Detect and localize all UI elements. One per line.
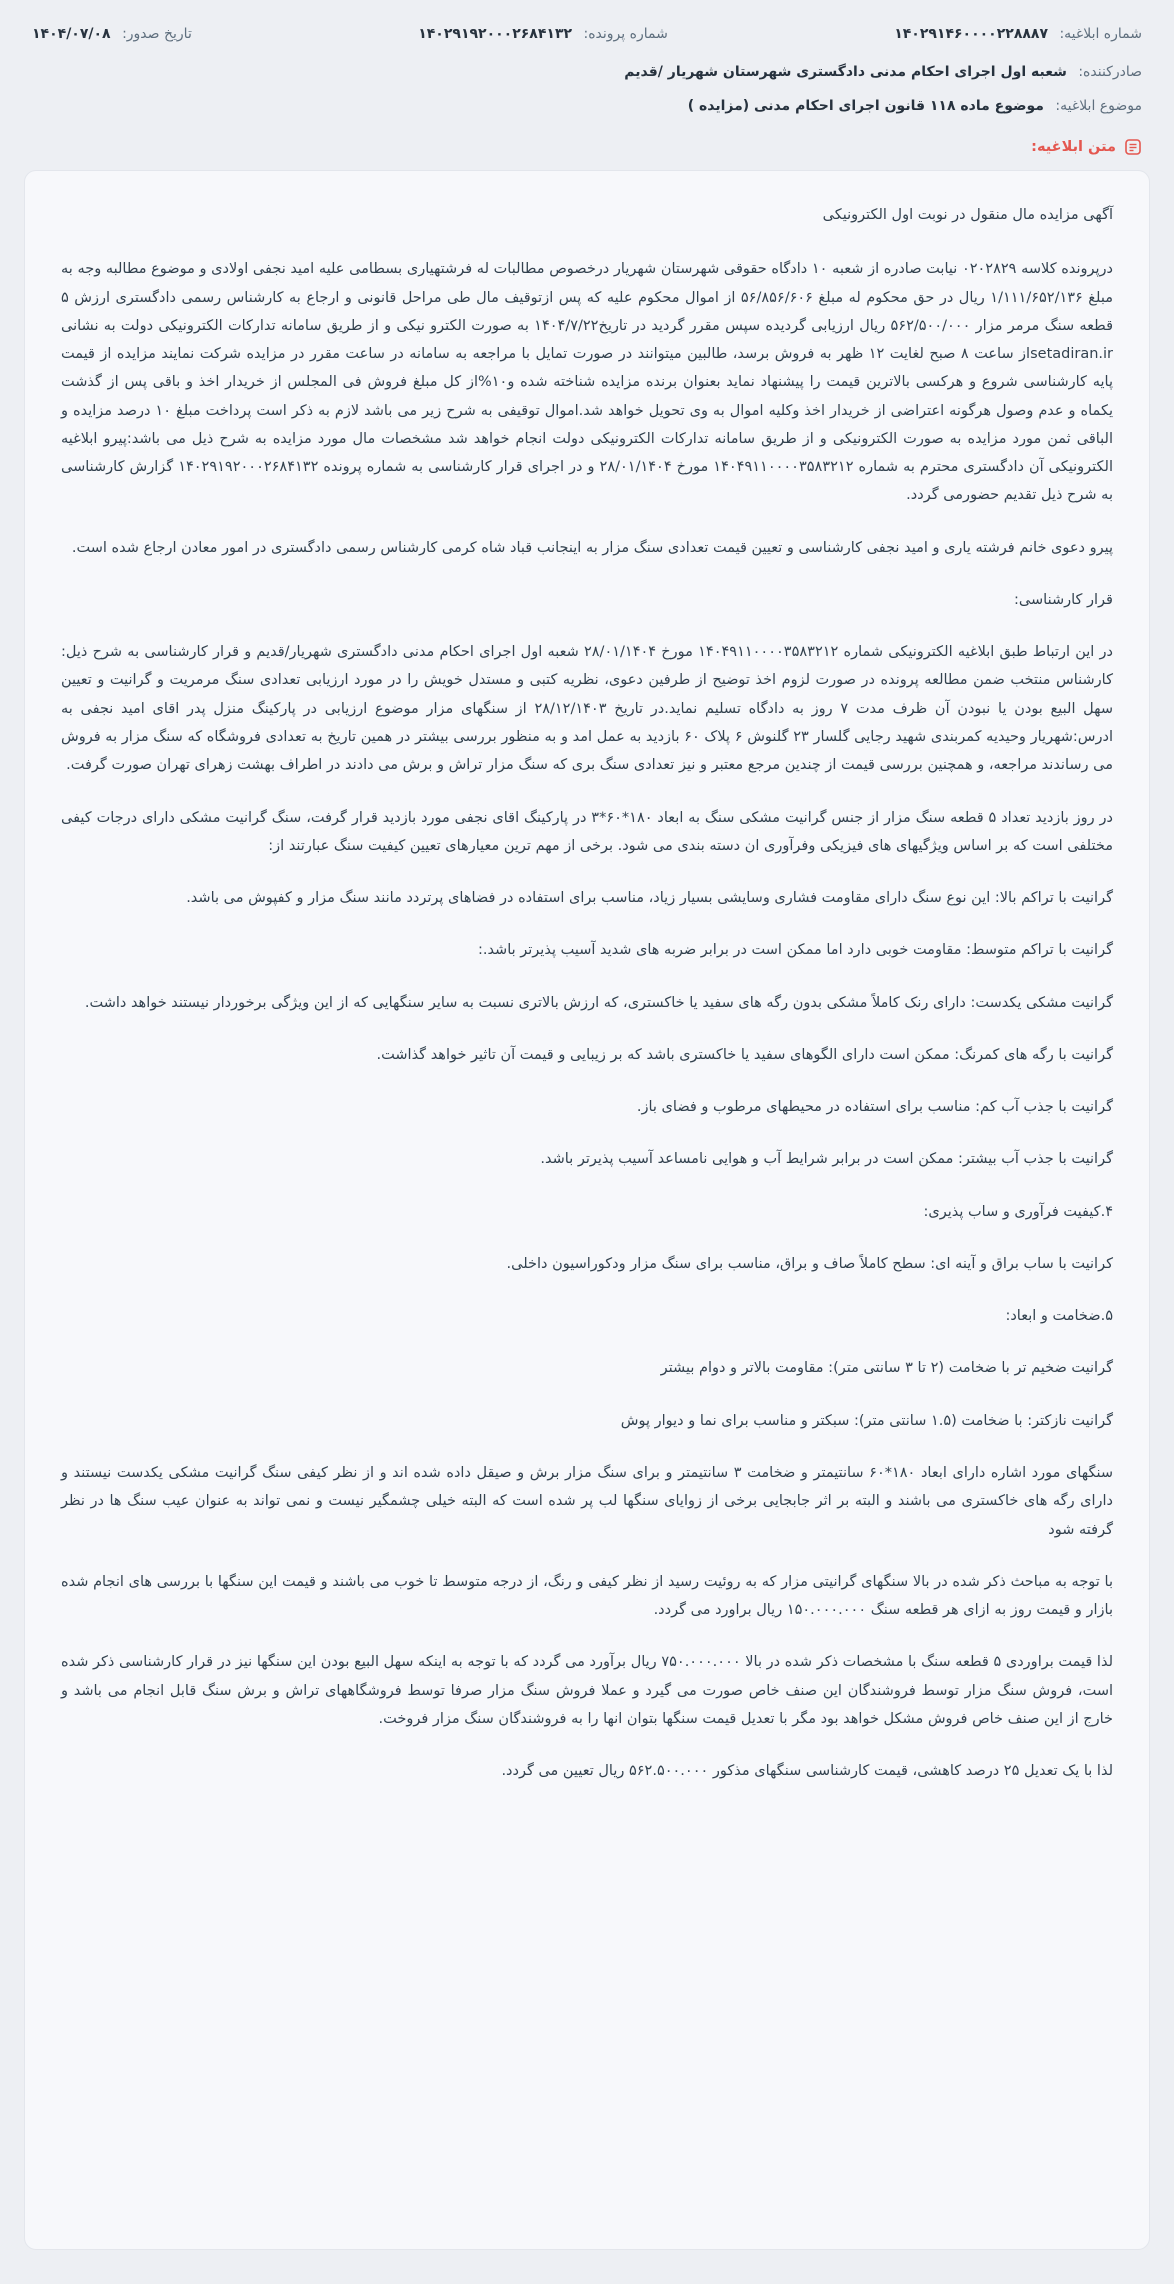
- issuer-label: صادرکننده:: [1078, 64, 1142, 80]
- notice-paragraph: درپرونده کلاسه ۰۲۰۲۸۲۹ نیابت صادره از شعبه ۱۰ دادگاه حقوقی شهرستان شهریار درخصوص مطالبات له فرشتهیاری بسطامی علیه امید نجفی اولادی و موضوع مطالبه وجه به مبلغ ۱/۱۱۱/۶۵۲/۱۳۶ ریال در حق محکوم له مبلغ ۵۶/۸۵۶/۶۰۶ از اموال محکوم علیه که پس ازتوقیف مال طی مراحل قانونی و ارجاع به کارشناس رسمی دادگستری ارزش ۵ قطعه سنگ مرمر مزار ۵۶۲/۵۰۰/۰۰۰ ریال ارزیابی گردیده سپس مقرر گردید در تاریخ۱۴۰۴/۷/۲۲ به صورت الکترو نیکی و از طریق سامانه تدارکات الکترونیکی دولت به نشانی setadiran.irاز ساعت ۸ صبح لغایت ۱۲ ظهر به فروش برسد، طالبین میتوانند در صورت تمایل با مراجعه به سامانه در ساعت مقرر در مزایده شرکت نمایند مزایده از قیمت پایه کارشناسی شروع و هرکسی بالاترین قیمت را پیشنهاد نماید بعنوان برنده مزایده شناخته شده و۱۰%از کل مبلغ فروش فی المجلس از خریدار اخذ و باقی پس از گذشت یکماه و عدم وصول هرگونه اعتراضی از خریدار اخذ وکلیه اموال به وی تحویل خواهد شد.اموال توقیفی به شرح زیر می باشد لازم به ذکر است پرداخت مبلغ ۱۰ درصد مزایده و الباقی ثمن مورد مزایده به صورت الکترونیکی و از طریق سامانه تدارکات الکترونیکی دولت انجام خواهد شد مشخصات مال مورد مزایده به شرح ذیل می باشد:پیرو ابلاغیه الکترونیکی آن دادگستری محترم به شماره ۱۴۰۴۹۱۱۰۰۰۰۳۵۸۳۲۱۲ مورخ ۲۸/۰۱/۱۴۰۴ و در اجرای قرار کارشناسی به شماره پرونده ۱۴۰۲۹۱۹۲۰۰۰۲۶۸۴۱۳۲ گزارش کارشناسی به شرح ذیل تقدیم حضورمی گردد.: [61, 261, 1114, 504]
- field-subject: [32, 98, 1142, 114]
- notice-paragraph: در روز بازدید تعداد ۵ قطعه سنگ مزار از جنس گرانیت مشکی سنگ به ابعاد ۱۸۰*۶۰*۳ در پارکینگ اقای نجفی مورد بازدید قرار گرفت، سنگ گرانیت مشکی دارای درجات کیفی مختلفی است که بر اساس ویژگیهای های فیزیکی وفرآوری ان دسته بندی می شود. برخی از مهم ترین معیارهای تعیین کیفیت سنگ عبارتند از:: [61, 809, 1113, 854]
- notice-paragraph: پیرو دعوی خانم فرشته یاری و امید نجفی کارشناسی و تعیین قیمت تعدادی سنگ مزار به اینجانب قباد شاه کرمی کارشناس رسمی دادگستری در امور معادن ارجاع شده است.: [71, 539, 1113, 556]
- notice-text-heading: [0, 132, 1174, 170]
- notice-paragraph: قرار کارشناسی:: [1014, 591, 1113, 608]
- notice-number-value: ۱۴۰۲۹۱۴۶۰۰۰۰۲۲۸۸۸۷: [894, 26, 1048, 42]
- subject-value: موضوع ماده ۱۱۸ قانون اجرای احکام مدنی (مزایده ): [687, 98, 1044, 114]
- case-number-value: ۱۴۰۲۹۱۹۲۰۰۰۲۶۸۴۱۳۲: [418, 26, 573, 42]
- notice-paragraph: ۵.ضخامت و ابعاد:: [1005, 1308, 1113, 1325]
- notice-paragraph: گرانیت با تراکم بالا: این نوع سنگ دارای مقاومت فشاری وسایشی بسیار زیاد، مناسب برای استفاده در فضاهای پرتردد مانند سنگ مزار و کفپوش می باشد.: [186, 890, 1113, 907]
- notice-number-label: شماره ابلاغیه:: [1059, 26, 1142, 42]
- case-number-label: شماره پرونده:: [583, 26, 668, 42]
- notification-header: [0, 0, 1174, 114]
- notice-paragraph: گرانیت نازکتر: با ضخامت (۱.۵ سانتی متر): سبکتر و مناسب برای نما و دیوار پوش: [620, 1412, 1113, 1429]
- notice-paragraph: لذا قیمت براوردی ۵ قطعه سنگ با مشخصات ذکر شده در بالا ۷۵۰.۰۰۰.۰۰۰ ریال برآورد می گردد که با توجه به اینکه سهل البیع بودن این سنگها نیز در قرار کارشناسی ذکر شده است، فروش سنگ مزار توسط فروشندگان این صنف خاص صورت می گیرد و عملا فروش سنگ مزار صرفا توسط فروشگاههای تراش و برش سنگ قابل انجام می باشد و خارج از این صنف خاص فروش مشکل خواهد بود مگر با تعدیل قیمت سنگها بتوان انها را به فروشندگان سنگ مزار فروخت.: [61, 1654, 1113, 1727]
- notice-paragraph: گرانیت با تراکم متوسط: مقاومت خوبی دارد اما ممکن است در برابر ضربه های شدید آسیب پذیرتر باشد.:: [477, 942, 1113, 959]
- notice-text-icon: [1124, 138, 1142, 156]
- field-issue-date: [32, 26, 192, 42]
- header-top-row: [32, 26, 1142, 42]
- notice-paragraph: گرانیت ضخیم تر با ضخامت (۲ تا ۳ سانتی متر): مقاومت بالاتر و دوام بیشتر: [660, 1360, 1113, 1377]
- notice-body-card: [24, 170, 1150, 2250]
- notice-paragraph: گرانیت با رگه های کمرنگ: ممکن است دارای الگوهای سفید یا خاکستری باشد که بر زیبایی و قیمت آن تاثیر خواهد گذاشت.: [376, 1046, 1113, 1063]
- notice-paragraph: در این ارتباط طبق ابلاغیه الکترونیکی شماره ۱۴۰۴۹۱۱۰۰۰۰۳۵۸۳۲۱۲ مورخ ۲۸/۰۱/۱۴۰۴ شعبه اول اجرای احکام مدنی دادگستری شهریار/قدیم و قرار کارشناسی به شرح ذیل: کارشناس منتخب ضمن مطالعه پرونده در صورت لزوم اخذ توضیح از طرفین دعوی، نظریه کتبی و مستدل خویش را در مورد ارزیابی تعدادی سنگ مرمریت و گرانیت و تعیین سهل البیع بودن یا نبودن آن ظرف مدت ۷ روز به دادگاه تسلیم نماید.در تاریخ ۲۸/۱۲/۱۴۰۳ از سنگهای مزار موضوع ارزیابی در پارکینگ منزل پدر اقای امید نجفی به ادرس:شهریار وحیدیه کمربندی شهید رجایی گلسار ۲۳ گلنوش ۶ پلاک ۶۰ بازدید به عمل امد و به منظور بررسی بیشتر در همین تاریخ به تعدادی فروشگاه که سنگ مزار به فروش می رساندند مراجعه، و همچنین بررسی قیمت از چندین مرجع معتبر و نیز تعدادی سنگ بری که سنگ مزار تراش و برش می دادند در اطراف بهشت زهرای تهران صورت گرفت.: [61, 644, 1113, 774]
- notice-paragraph: ۴.کیفیت فرآوری و ساب پذیری:: [923, 1203, 1113, 1220]
- notice-paragraph: گرانیت با جذب آب بیشتر: ممکن است در برابر شرایط آب و هوایی نامساعد آسیب پذیرتر باشد.: [540, 1151, 1113, 1168]
- field-notice-number: [894, 26, 1142, 42]
- issue-date-label: تاریخ صدور:: [122, 26, 192, 42]
- notice-paragraph: سنگهای مورد اشاره دارای ابعاد ۱۸۰*۶۰ سانتیمتر و ضخامت ۳ سانتیمتر و برای سنگ مزار برش و صیقل داده شده اند و از نظر کیفی سنگ گرانیت مشکی یکدست نیستند و دارای رگه های خاکستری می باشند و البته بر اثر جابجایی برخی از زوایای سنگها لب پر شده است که البته خیلی چشمگیر نیست و نمی تواند به عنوان عیب سنگ ها در نظر گرفته شود: [61, 1464, 1113, 1538]
- field-issuer: [32, 64, 1142, 80]
- notice-text-title: متن ابلاغیه:: [1031, 139, 1116, 155]
- subject-label: موضوع ابلاغیه:: [1055, 98, 1142, 114]
- issue-date-value: ۱۴۰۴/۰۷/۰۸: [32, 26, 111, 42]
- notice-paragraph: گرانیت مشکی یکدست: دارای رنک کاملاً مشکی بدون رگه های سفید یا خاکستری، که ارزش بالاتری نسبت به سایر سنگهایی که از این ویژگی برخوردار نیستند خواهد داشت.: [84, 994, 1113, 1011]
- notice-paragraph: لذا با یک تعدیل ۲۵ درصد کاهشی، قیمت کارشناسی سنگهای مذکور ۵۶۲.۵۰۰.۰۰۰ ریال تعیین می گردد.: [501, 1763, 1113, 1780]
- issuer-value: شعبه اول اجرای احکام مدنی دادگستری شهرستان شهریار /قدیم: [624, 64, 1067, 80]
- field-case-number: [418, 26, 668, 42]
- notice-paragraph: با توجه به مباحث ذکر شده در بالا سنگهای گرانیتی مزار که به روئیت رسید از نظر کیفی و رنگ، از درجه متوسط تا خوب می باشند و قیمت این سنگها با بررسی های انجام شده بازار و قیمت روز به ازای هر قطعه سنگ ۱۵۰.۰۰۰.۰۰۰ ریال براورد می گردد.: [61, 1573, 1113, 1619]
- notice-paragraph-auction-title: آگهی مزایده مال منقول در نوبت اول الکترونیکی: [822, 207, 1113, 223]
- notice-paragraph: گرانیت با جذب آب کم: مناسب برای استفاده در محیطهای مرطوب و فضای باز.: [636, 1099, 1113, 1116]
- notice-paragraph: کرانیت با ساب براق و آینه ای: سطح کاملاً صاف و براق، مناسب برای سنگ مزار ودکوراسیون داخلی.: [506, 1255, 1113, 1272]
